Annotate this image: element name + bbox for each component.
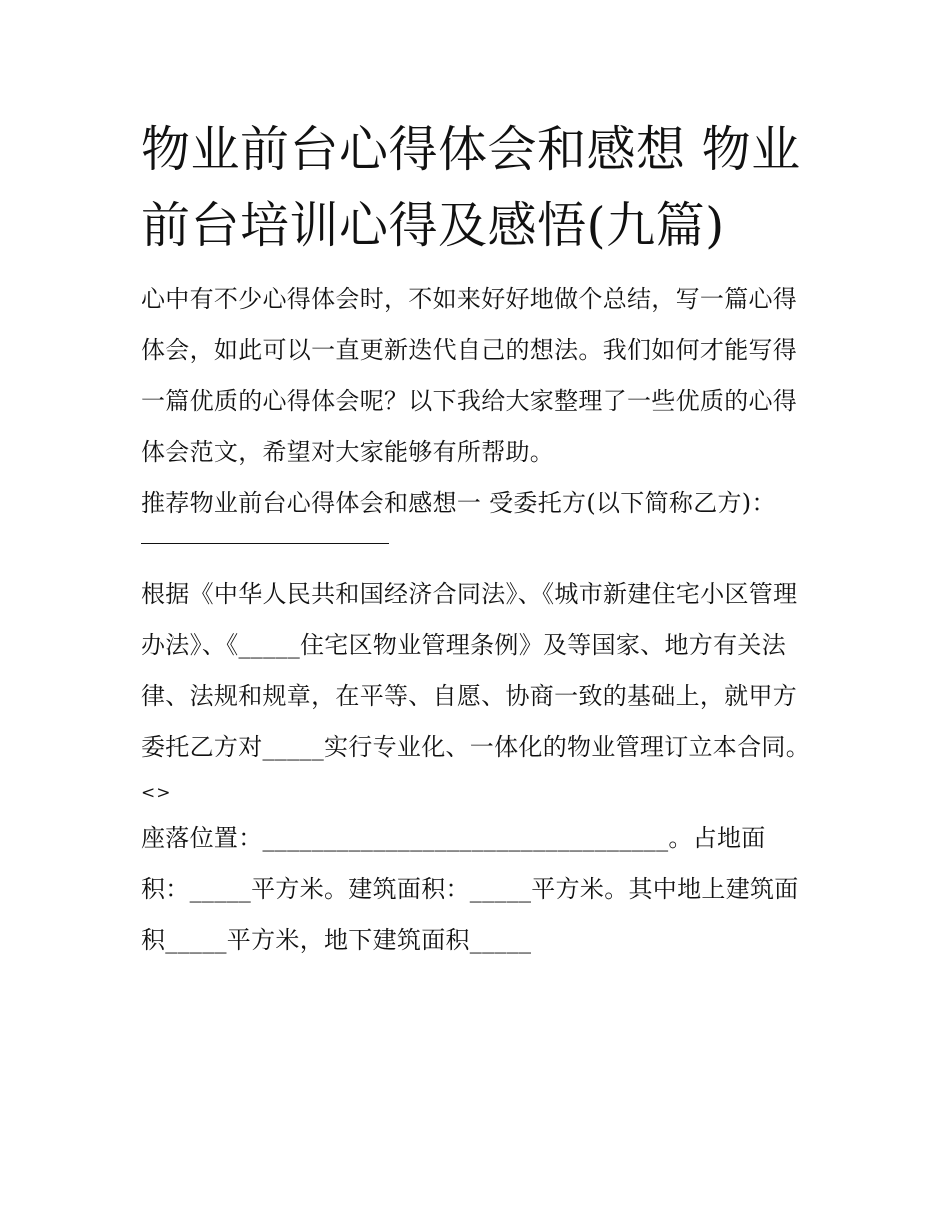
recommend-line: 推荐物业前台心得体会和感想一 受委托方(以下简称乙方)： (141, 489, 776, 517)
law-paragraph: 根据《中华人民共和国经济合同法》、《城市新建住宅小区管理办法》、《_____住宅区物业管理条例》及等国家、地方有关法律、法规和规章，在平等、自愿、协商一致的基础上，就甲方委托乙方对_____实行专业化、一体化的物业管理订立本合同。 (141, 580, 810, 761)
underline-rule (141, 543, 389, 544)
blank-underline (141, 529, 813, 569)
location-paragraph: 座落位置：_________________________________。占地面积：_____平方米。建筑面积：_____平方米。其中地上建筑面积_____平方米，地下建筑面积_____ (141, 824, 799, 954)
document-content (141, 112, 813, 966)
intro-paragraph: 心中有不少心得体会时，不如来好好地做个总结，写一篇心得体会，如此可以一直更新迭代自己的想法。我们如何才能写得一篇优质的心得体会呢？以下我给大家整理了一些优质的心得体会范文，希望对大家能够有所帮助。 (141, 285, 798, 466)
document-title: 物业前台心得体会和感想 物业前台培训心得及感悟(九篇) (141, 121, 801, 254)
angle-bracket-mark: <> (141, 783, 172, 803)
